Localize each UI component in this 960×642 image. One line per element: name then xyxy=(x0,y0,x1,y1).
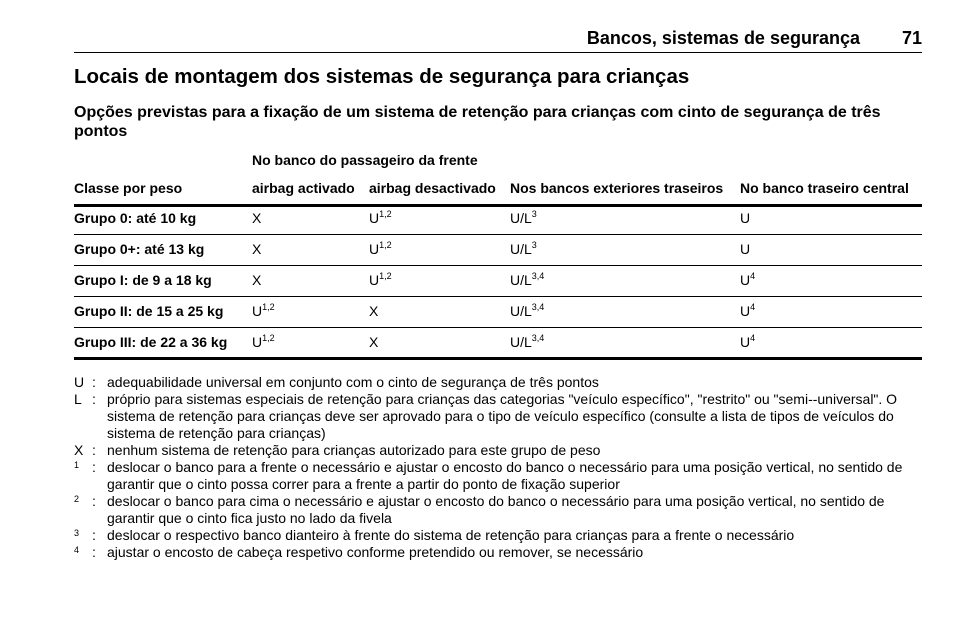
cell-value: X xyxy=(252,210,262,226)
legend-item xyxy=(74,527,924,544)
legend-separator: : xyxy=(92,493,96,509)
cell-value: U/L xyxy=(510,272,532,288)
cell-footnote-ref: 1,2 xyxy=(262,333,275,343)
legend-text: deslocar o respectivo banco dianteiro à frente do sistema de retenção para crianças para a frente o necessário xyxy=(107,527,795,543)
row-label: Grupo I: de 9 a 18 kg xyxy=(74,272,212,288)
legend-text: próprio para sistemas especiais de retenção para crianças das categorias "veículo específico", "restrito" ou "semi--universal". O sistema de retenção para crianças deve ser aprovado para o tipo de veículo específico (consulte a lista de tipos de veículos do sistema de retenção para crianças) xyxy=(107,391,898,441)
cell-footnote-ref: 1,2 xyxy=(262,302,275,312)
legend-separator: : xyxy=(92,442,96,458)
legend-text: deslocar o banco para a frente o necessário e ajustar o encosto do banco o necessário para uma posição vertical, no sentido de garantir que o cinto possa correr para a frente a partir do ponto de fixação superior xyxy=(107,459,903,492)
cell-value: U xyxy=(369,210,380,226)
legend-text: ajustar o encosto de cabeça respetivo conforme pretendido ou remover, se necessário xyxy=(107,544,644,560)
table-row xyxy=(74,241,922,265)
table-cell xyxy=(740,334,755,350)
table-cell xyxy=(252,303,275,319)
column-header-airbag-on: airbag activado xyxy=(252,180,355,196)
cell-footnote-ref: 1,2 xyxy=(379,240,392,250)
table-row xyxy=(74,210,922,234)
table-cell xyxy=(740,210,750,226)
legend-symbol: L xyxy=(74,391,82,407)
cell-value: X xyxy=(369,303,379,319)
table-cell xyxy=(252,241,261,257)
cell-value: X xyxy=(252,272,262,288)
table-row xyxy=(74,272,922,296)
legend-symbol: 2 xyxy=(74,494,80,504)
table-cell xyxy=(369,272,392,288)
cell-value: U xyxy=(740,241,751,257)
page-number: 71 xyxy=(901,28,922,48)
cell-footnote-ref: 3 xyxy=(531,240,537,250)
table-cell xyxy=(740,272,755,288)
legend-symbol: 4 xyxy=(74,545,80,555)
cell-value: U xyxy=(740,210,751,226)
table-cell xyxy=(252,334,275,350)
table-row xyxy=(74,303,922,327)
row-label: Grupo II: de 15 a 25 kg xyxy=(74,303,224,319)
row-divider xyxy=(74,265,922,266)
table-cell xyxy=(740,303,755,319)
cell-value: U xyxy=(740,303,751,319)
row-divider xyxy=(74,327,922,328)
cell-footnote-ref: 4 xyxy=(750,302,756,312)
cell-value: U xyxy=(369,241,380,257)
legend-symbol: U xyxy=(74,374,85,390)
cell-footnote-ref: 3,4 xyxy=(531,302,545,312)
column-header-rear-center: No banco traseiro central xyxy=(740,180,909,196)
column-header-rear-outer: Nos bancos exteriores traseiros xyxy=(510,180,724,196)
table-rule-top xyxy=(74,204,922,207)
table-cell xyxy=(740,241,750,257)
cell-footnote-ref: 4 xyxy=(750,271,756,281)
table-rule-bottom xyxy=(74,357,922,360)
legend-separator: : xyxy=(92,527,96,543)
column-header-weight-class: Classe por peso xyxy=(74,180,183,196)
legend-text: adequabilidade universal em conjunto com o cinto de segurança de três pontos xyxy=(107,374,599,390)
column-header-airbag-off: airbag desactivado xyxy=(369,180,496,196)
table-cell xyxy=(369,210,392,226)
row-divider xyxy=(74,234,922,235)
section-title: Bancos, sistemas de segurança xyxy=(586,28,860,48)
legend-item xyxy=(74,493,924,527)
legend-item xyxy=(74,442,924,459)
table-cell xyxy=(510,210,537,226)
row-label: Grupo 0+: até 13 kg xyxy=(74,241,205,257)
group-header: No banco do passageiro da frente xyxy=(252,152,478,168)
legend-text: deslocar o banco para cima o necessário e ajustar o encosto do banco o necessário para uma posição vertical, no sentido de garantir que o cinto fica justo no lado da fivela xyxy=(107,493,885,526)
legend-item xyxy=(74,374,924,391)
legend-separator: : xyxy=(92,391,96,407)
table-cell xyxy=(510,334,544,350)
cell-value: U xyxy=(252,303,263,319)
cell-value: X xyxy=(252,241,262,257)
cell-footnote-ref: 3,4 xyxy=(531,271,545,281)
table-cell xyxy=(252,210,261,226)
column-headers xyxy=(74,180,922,204)
cell-value: U/L xyxy=(510,334,532,350)
legend-list xyxy=(74,374,924,561)
table-cell xyxy=(510,303,544,319)
legend-separator: : xyxy=(92,544,96,560)
cell-footnote-ref: 4 xyxy=(750,333,756,343)
legend-item xyxy=(74,459,924,493)
table-cell xyxy=(369,334,378,350)
page-title: Locais de montagem dos sistemas de segurança para crianças xyxy=(74,65,690,88)
legend-text: nenhum sistema de retenção para crianças autorizado para este grupo de peso xyxy=(107,442,601,458)
table-row xyxy=(74,334,922,358)
row-divider xyxy=(74,296,922,297)
row-label: Grupo III: de 22 a 36 kg xyxy=(74,334,228,350)
legend-symbol: 3 xyxy=(74,528,80,538)
table-cell xyxy=(369,303,378,319)
cell-footnote-ref: 3 xyxy=(531,209,537,219)
legend-item xyxy=(74,544,924,561)
cell-value: U xyxy=(369,272,380,288)
legend-separator: : xyxy=(92,459,96,475)
table-cell xyxy=(510,241,537,257)
table-cell xyxy=(252,272,261,288)
cell-value: U/L xyxy=(510,210,532,226)
cell-value: U xyxy=(252,334,263,350)
cell-value: U/L xyxy=(510,303,532,319)
cell-value: U xyxy=(740,334,751,350)
legend-item xyxy=(74,391,924,442)
page-header xyxy=(74,22,922,53)
cell-footnote-ref: 1,2 xyxy=(379,271,392,281)
row-label: Grupo 0: até 10 kg xyxy=(74,210,197,226)
page-subtitle: Opções previstas para a fixação de um sistema de retenção para crianças com cinto de segurança de três pontos xyxy=(74,104,881,140)
cell-footnote-ref: 3,4 xyxy=(531,333,545,343)
legend-symbol: X xyxy=(74,442,84,458)
cell-value: U/L xyxy=(510,241,532,257)
legend-symbol: 1 xyxy=(74,460,80,470)
cell-value: X xyxy=(369,334,379,350)
cell-value: U xyxy=(740,272,751,288)
table-cell xyxy=(369,241,392,257)
table-cell xyxy=(510,272,544,288)
legend-separator: : xyxy=(92,374,96,390)
cell-footnote-ref: 1,2 xyxy=(379,209,392,219)
